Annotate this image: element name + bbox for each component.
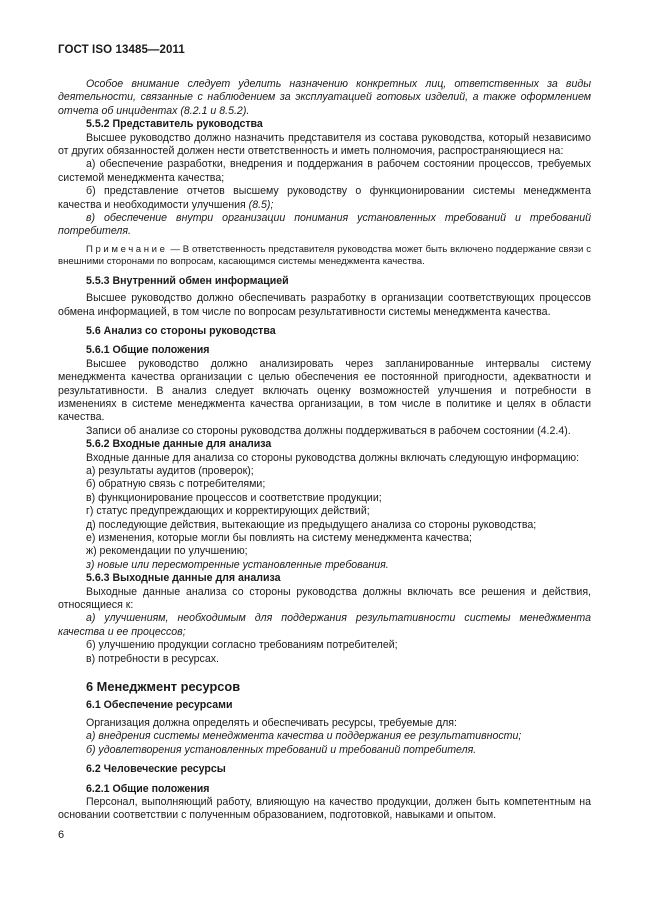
list-item-5-6-2-g: г) статус предупреждающих и корректирующих действий; xyxy=(86,505,370,518)
list-item-5-6-3-v: в) потребности в ресурсах. xyxy=(86,652,219,665)
note xyxy=(58,244,591,269)
heading-5-6-2: 5.6.2 Входные данные для анализа xyxy=(86,438,272,451)
paragraph-5-6-3: Выходные данные анализа со стороны руководства должны включать все решения и действия, относящиеся к: xyxy=(58,585,591,612)
list-item-5-6-3-a: а) улучшениям, необходимым для поддержания результативности системы менеджмента качества и ее процессов; xyxy=(58,612,591,638)
heading-6-1: 6.1 Обеспечение ресурсами xyxy=(86,699,233,712)
page-number: 6 xyxy=(58,829,65,841)
paragraph-5-6-2: Входные данные для анализа со стороны руководства должны включать следующую информацию: xyxy=(86,451,580,464)
list-item-5-6-3-b: б) улучшению продукции согласно требованиям потребителей; xyxy=(86,639,398,652)
list-item-5-6-2-e: е) изменения, которые могли бы повлиять на систему менеджмента качества; xyxy=(86,532,472,544)
list-item-5-5-2-a: а) обеспечение разработки, внедрения и поддержания в рабочем состоянии процессов, требуемых системой менеджмента качества; xyxy=(58,158,591,184)
heading-5-5-2: 5.5.2 Представитель руководства xyxy=(86,118,263,131)
reference-8-5: (8.5); xyxy=(248,198,274,211)
paragraph-5-6-1-records: Записи об анализе со стороны руководства должны поддерживаться в рабочем состоянии (4.2.4). xyxy=(86,424,571,437)
list-item-5-6-2-b: б) обратную связь с потребителями; xyxy=(86,478,266,491)
standard-header: ГОСТ ISO 13485—2011 xyxy=(58,44,185,56)
heading-6-2: 6.2 Человеческие ресурсы xyxy=(86,763,226,776)
list-item-5-5-2-b-text: б) представление отчетов высшему руководству о функционировании системы менеджмента качества и необходимости улучшения xyxy=(58,185,591,211)
paragraph-6-2-1: Персонал, выполняющий работу, влияющую на качество продукции, должен быть компетентным на основании соответствии с полученным образованием, подготовкой, навыками и опытом. xyxy=(58,795,591,822)
list-item-5-5-2-c: в) обеспечение внутри организации понимания установленных требований и требований потребителя. xyxy=(58,212,591,238)
heading-5-6-1: 5.6.1 Общие положения xyxy=(86,344,210,357)
heading-5-6-3: 5.6.3 Выходные данные для анализа xyxy=(86,572,281,585)
paragraph-5-5-3: Высшее руководство должно обеспечивать разработку в организации соответствующих процессов обмена информацией, в том числе по вопросам результативности системы менеджмента качества. xyxy=(58,292,591,318)
heading-section-6: 6 Менеджмент ресурсов xyxy=(86,679,241,695)
list-item-5-6-2-zh: ж) рекомендации по улучшению; xyxy=(86,545,248,558)
paragraph-special-attention: Особое внимание следует уделить назначению конкретных лиц, ответственных за виды деятельности, связанные с наблюдением за эксплуатацией готовых изделий, а также оформлением отчета об инцидентах (8.2.1 и 8.5.2). xyxy=(58,78,591,117)
list-item-5-6-2-v: в) функционирование процессов и соответствие продукции; xyxy=(86,491,382,504)
paragraph-5-5-2: Высшее руководство должно назначить представителя из состава руководства, который независимо от других обязанностей должен нести ответственность и иметь полномочия, распространяющиеся на: xyxy=(58,131,591,158)
heading-5-6: 5.6 Анализ со стороны руководства xyxy=(86,324,276,337)
heading-6-2-1: 6.2.1 Общие положения xyxy=(86,782,210,795)
paragraph-5-6-1: Высшее руководство должно анализировать через запланированные интервалы систему менеджмента качества организации с целью обеспечения ее постоянной пригодности, адекватности и результативности. В анализ следует включать оценку возможностей улучшения и потребности в изменениях в системе менеджмента качества организации, в том числе в политике и целях в области качества. xyxy=(58,357,591,424)
list-item-5-6-2-z: з) новые или пересмотренные установленные требования. xyxy=(86,558,389,571)
list-item-5-5-2-b xyxy=(58,185,591,212)
list-item-6-1-a: а) внедрения системы менеджмента качества и поддержания ее результативности; xyxy=(86,730,522,743)
heading-5-5-3: 5.5.3 Внутренний обмен информацией xyxy=(86,274,289,287)
list-item-6-1-b: б) удовлетворения установленных требований и требований потребителя. xyxy=(86,743,477,756)
page-body xyxy=(58,78,591,823)
note-text: — В ответственность представителя руководства может быть включено поддержание связи с внешними сторонами по вопросам, касающимся системы менеджмента качества. xyxy=(58,243,591,268)
note-label: Примечание xyxy=(86,243,168,255)
list-item-5-6-2-a: а) результаты аудитов (проверок); xyxy=(86,464,254,477)
list-item-5-6-2-d: д) последующие действия, вытекающие из предыдущего анализа со стороны руководства; xyxy=(86,518,537,531)
paragraph-6-1: Организация должна определять и обеспечивать ресурсы, требуемые для: xyxy=(86,716,457,729)
